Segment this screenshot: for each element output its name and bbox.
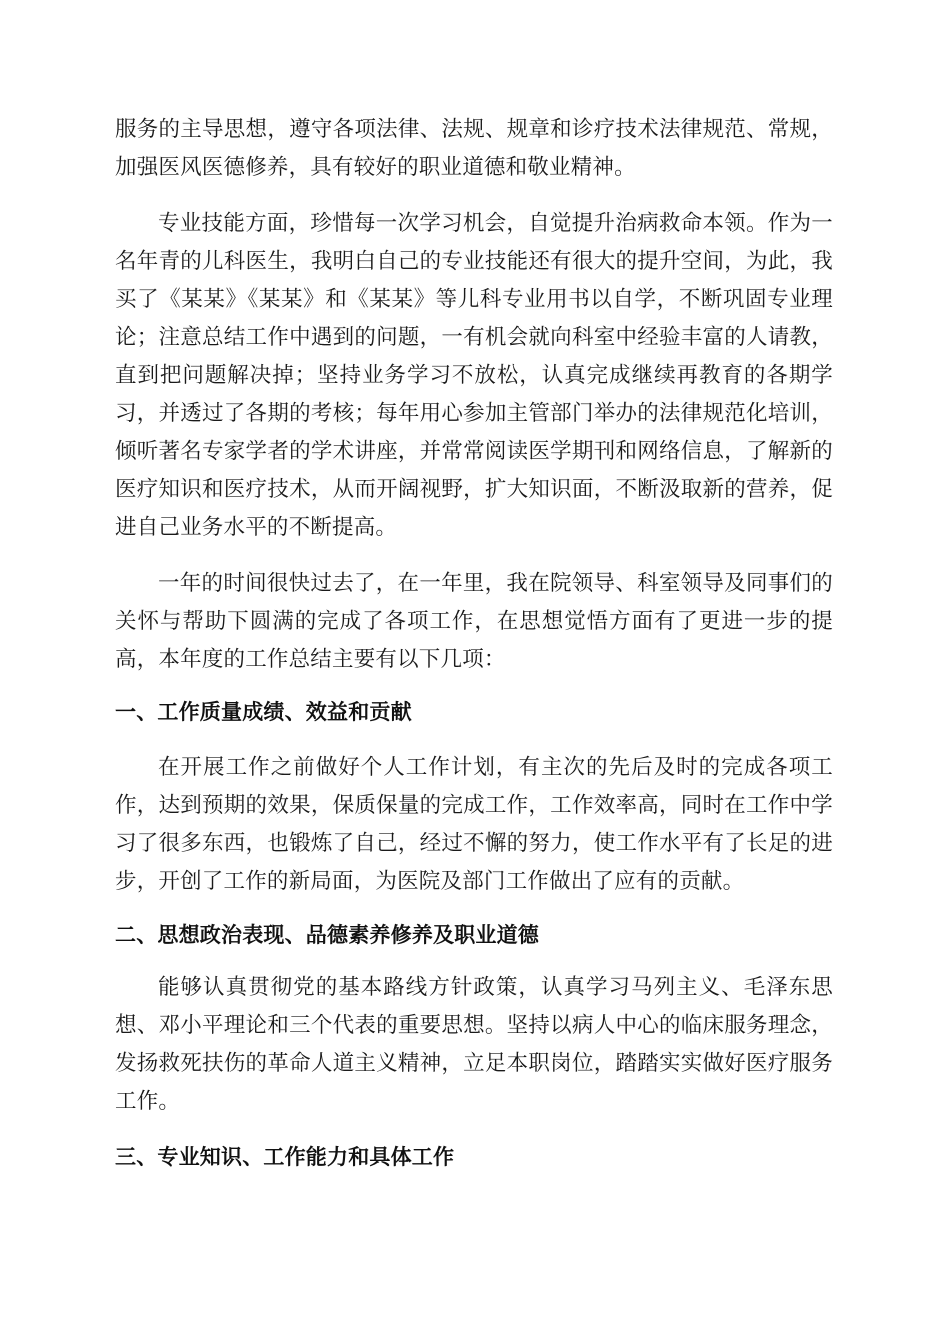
paragraph-work-quality	[115, 749, 833, 901]
heading-3-text: 三、专业知识、工作能力和具体工作	[115, 1145, 455, 1169]
paragraph-1-text: 服务的主导思想，遵守各项法律、法规、规章和诊疗技术法律规范、常规，加强医风医德修养，具有较好的职业道德和敬业精神。	[115, 117, 833, 180]
paragraph-5-text: 能够认真贯彻党的基本路线方针政策，认真学习马列主义、毛泽东思想、邓小平理论和三个代表的重要思想。坚持以病人中心的临床服务理念，发扬救死扶伤的革命人道主义精神，立足本职岗位，踏踏实实做好医疗服务工作。	[115, 975, 833, 1114]
paragraph-year-summary	[115, 565, 833, 679]
section-heading-3	[115, 1142, 833, 1172]
paragraph-political-performance	[115, 969, 833, 1121]
paragraph-professional-skills	[115, 205, 833, 547]
paragraph-continued	[115, 111, 833, 187]
heading-2-text: 二、思想政治表现、品德素养修养及职业道德	[115, 923, 539, 947]
section-heading-2	[115, 920, 833, 950]
paragraph-3-text: 一年的时间很快过去了，在一年里，我在院领导、科室领导及同事们的关怀与帮助下圆满的完成了各项工作，在思想觉悟方面有了更进一步的提高，本年度的工作总结主要有以下几项：	[115, 571, 833, 672]
paragraph-2-text: 专业技能方面，珍惜每一次学习机会，自觉提升治病救命本领。作为一名年青的儿科医生，我明白自己的专业技能还有很大的提升空间，为此，我买了《某某》《某某》和《某某》等儿科专业用书以自学，不断巩固专业理论；注意总结工作中遇到的问题，一有机会就向科室中经验丰富的人请教，直到把问题解决掉；坚持业务学习不放松，认真完成继续再教育的各期学习，并透过了各期的考核；每年用心参加主管部门举办的法律规范化培训，倾听著名专家学者的学术讲座，并常常阅读医学期刊和网络信息，了解新的医疗知识和医疗技术，从而开阔视野，扩大知识面，不断汲取新的营养，促进自己业务水平的不断提高。	[115, 211, 833, 540]
section-heading-1	[115, 697, 833, 727]
paragraph-4-text: 在开展工作之前做好个人工作计划，有主次的先后及时的完成各项工作，达到预期的效果，保质保量的完成工作，工作效率高，同时在工作中学习了很多东西，也锻炼了自己，经过不懈的努力，使工作水平有了长足的进步，开创了工作的新局面，为医院及部门工作做出了应有的贡献。	[115, 755, 833, 894]
heading-1-text: 一、工作质量成绩、效益和贡献	[115, 700, 412, 724]
